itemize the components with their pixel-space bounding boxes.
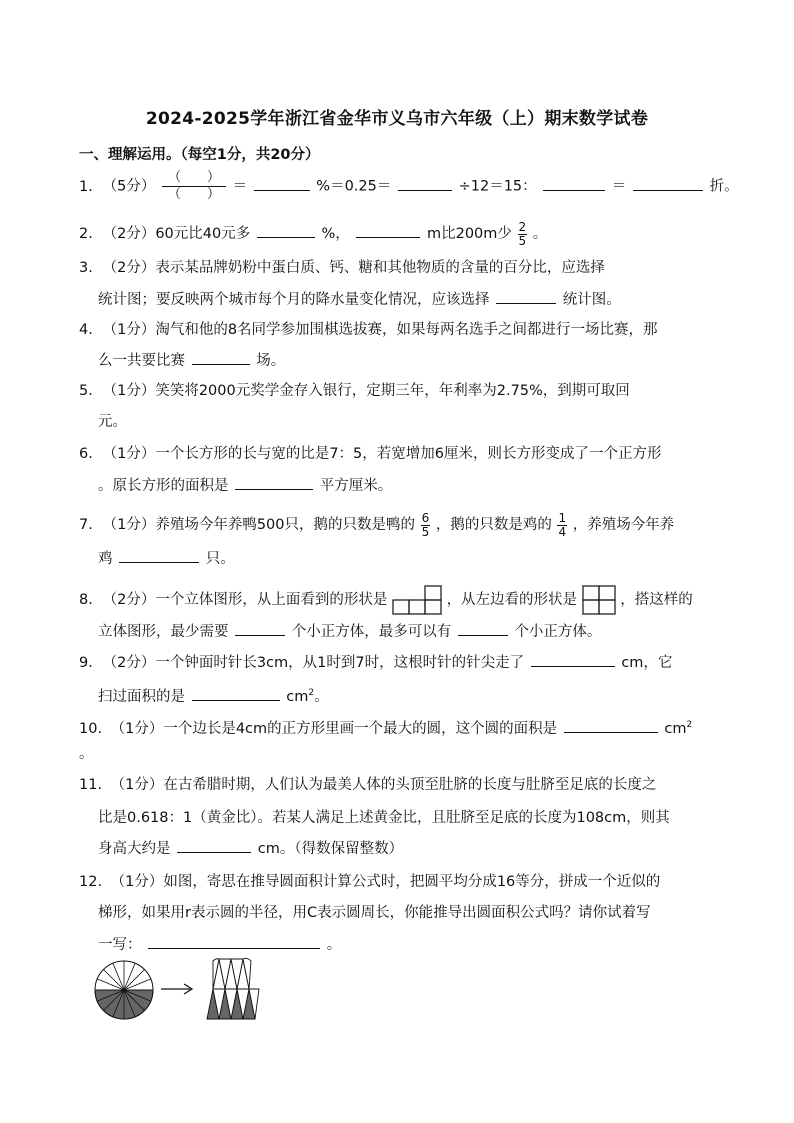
fraction: $\frac{1}{4}$ <box>558 511 567 539</box>
question-9 <box>79 652 672 673</box>
score: （5分） <box>102 178 156 195</box>
answer-blank[interactable] <box>257 223 315 238</box>
text: 。 <box>532 226 548 242</box>
question-3 <box>79 258 605 278</box>
answer-blank[interactable] <box>564 718 658 733</box>
text: 身高大约是 <box>98 841 171 857</box>
trapezoid-figure <box>205 956 261 1020</box>
question-7-cont <box>98 548 235 569</box>
fraction: $\frac{2}{5}$ <box>518 220 527 248</box>
question-4-cont <box>98 350 285 371</box>
question-number: 2. <box>79 226 93 242</box>
text: （2分）一个立体图形，从上面看到的形状是 <box>102 592 388 608</box>
left-view-icon <box>582 585 616 615</box>
text: ，鹅的只数是鸡的 <box>435 517 552 533</box>
text: 只。 <box>205 551 235 567</box>
question-number: 9. <box>79 655 93 671</box>
text: 个小正方体。 <box>514 624 602 640</box>
text: ，从左边看的形状是 <box>446 592 578 608</box>
text: （1分）在古希腊时期，人们认为最美人体的头顶至肚脐的长度与肚脐至足底的长度之 <box>110 777 657 793</box>
text: 比是0.618：1（黄金比）。若某人满足上述黄金比，且肚脐至足底的长度为108cm，则其 <box>98 810 670 826</box>
question-5 <box>79 381 630 401</box>
exam-title: 2024-2025学年浙江省金华市义乌市六年级（上）期末数学试卷 <box>145 109 649 129</box>
text: （1分）一个长方形的长与宽的比是7：5，若宽增加6厘米，则长方形变成了一个正方形 <box>102 446 662 462</box>
equals-sign: ＝ <box>611 178 627 195</box>
answer-blank[interactable] <box>496 289 556 304</box>
text: cm，它 <box>621 655 673 671</box>
top-view-icon <box>392 585 442 615</box>
question-9-cont <box>98 683 329 707</box>
text: 鸡 <box>98 551 113 567</box>
question-6 <box>79 444 662 464</box>
text: 么一共要比赛 <box>98 353 185 369</box>
question-8-cont <box>98 621 601 642</box>
section-heading: 一、理解运用。（每空1分，共20分） <box>79 147 320 163</box>
text: 场。 <box>256 353 286 369</box>
answer-blank[interactable] <box>235 621 285 636</box>
text: cm <box>286 688 309 705</box>
answer-blank[interactable] <box>543 176 605 191</box>
question-3-cont <box>98 289 621 310</box>
answer-blank[interactable] <box>254 176 310 191</box>
question-10-cont <box>79 744 94 764</box>
arrow-icon <box>160 982 194 996</box>
text: 。 <box>79 746 94 762</box>
answer-blank[interactable] <box>192 350 250 365</box>
fraction: $\frac{6}{5}$ <box>421 511 430 539</box>
answer-blank[interactable] <box>633 176 703 191</box>
question-number: 1. <box>79 178 93 195</box>
text: 统计图。 <box>562 292 621 308</box>
question-2 <box>79 221 547 247</box>
question-1 <box>79 170 739 203</box>
text: （1分）淘气和他的8名同学参加围棋选拔赛，如果每两名选手之间都进行一场比赛，那 <box>102 322 658 338</box>
text: %＝0.25＝ <box>316 178 392 195</box>
answer-blank[interactable] <box>192 686 280 701</box>
question-11-cont <box>98 808 670 828</box>
text: 个小正方体，最多可以有 <box>291 624 452 640</box>
question-4 <box>79 320 658 340</box>
text: （1分）笑笑将2000元奖学金存入银行，定期三年，年利率为2.75%，到期可取回 <box>102 383 630 399</box>
question-7 <box>79 512 674 538</box>
question-12 <box>79 872 660 892</box>
divided-circle-figure <box>93 959 155 1021</box>
question-10 <box>79 715 692 739</box>
text: 立体图形，最少需要 <box>98 624 229 640</box>
question-number: 11. <box>79 777 103 793</box>
question-8 <box>79 585 693 615</box>
answer-blank[interactable] <box>148 934 320 949</box>
text: （2分）60元比40元多 <box>102 226 251 242</box>
text: 。 <box>314 688 329 705</box>
text: %， <box>321 226 350 242</box>
text: 一写： <box>98 937 142 953</box>
question-number: 3. <box>79 260 93 276</box>
question-5-cont <box>98 412 127 432</box>
equals-sign: ＝ <box>232 178 248 195</box>
answer-blank[interactable] <box>119 548 199 563</box>
question-number: 6. <box>79 446 93 462</box>
blank-fraction[interactable]: （ ） （ ） <box>162 170 226 203</box>
superscript: 2 <box>686 720 693 730</box>
question-number: 5. <box>79 383 93 399</box>
text: 扫过面积的是 <box>98 688 185 705</box>
superscript: 2 <box>308 688 315 698</box>
question-11 <box>79 775 656 795</box>
text: 。 <box>326 937 342 953</box>
text: ÷12＝15： <box>458 178 537 195</box>
text: （1分）如图，寄思在推导圆面积计算公式时，把圆平均分成16等分，拼成一个近似的 <box>110 874 661 890</box>
text: ，搭这样的 <box>620 592 693 608</box>
text: 。原长方形的面积是 <box>98 478 229 494</box>
question-12-cont2 <box>98 934 341 955</box>
answer-blank[interactable] <box>235 475 313 490</box>
question-12-cont <box>98 903 651 923</box>
question-6-cont <box>98 475 392 496</box>
question-number: 7. <box>79 517 93 533</box>
text: （1分）一个边长是4cm的正方形里画一个最大的圆，这个圆的面积是 <box>110 720 558 737</box>
text: cm <box>664 720 687 737</box>
question-number: 12. <box>79 874 103 890</box>
question-number: 4. <box>79 322 93 338</box>
question-number: 10. <box>79 720 103 737</box>
text: 梯形，如果用r表示圆的半径，用C表示圆周长，你能推导出圆面积公式吗？请你试着写 <box>98 905 651 921</box>
text: ，养殖场今年养 <box>572 517 675 533</box>
text: （1分）养殖场今年养鸭500只，鹅的只数是鸭的 <box>102 517 416 533</box>
answer-blank[interactable] <box>531 652 615 667</box>
answer-blank[interactable] <box>177 838 251 853</box>
answer-blank[interactable] <box>398 176 452 191</box>
text: （2分）表示某品牌奶粉中蛋白质、钙、糖和其他物质的含量的百分比，应选择 <box>102 260 605 276</box>
text: 元。 <box>98 414 127 430</box>
answer-blank[interactable] <box>458 621 508 636</box>
text: 统计图；要反映两个城市每个月的降水量变化情况，应该选择 <box>98 292 490 308</box>
question-number: 8. <box>79 592 93 608</box>
text: cm。（得数保留整数） <box>257 841 404 857</box>
text: （2分）一个钟面时针长3cm，从1时到7时，这根时针的针尖走了 <box>102 655 525 671</box>
answer-blank[interactable] <box>356 223 420 238</box>
question-11-cont2 <box>98 838 403 859</box>
text: 折。 <box>709 178 739 195</box>
text: m比200m少 <box>426 226 512 242</box>
text: 平方厘米。 <box>319 478 393 494</box>
